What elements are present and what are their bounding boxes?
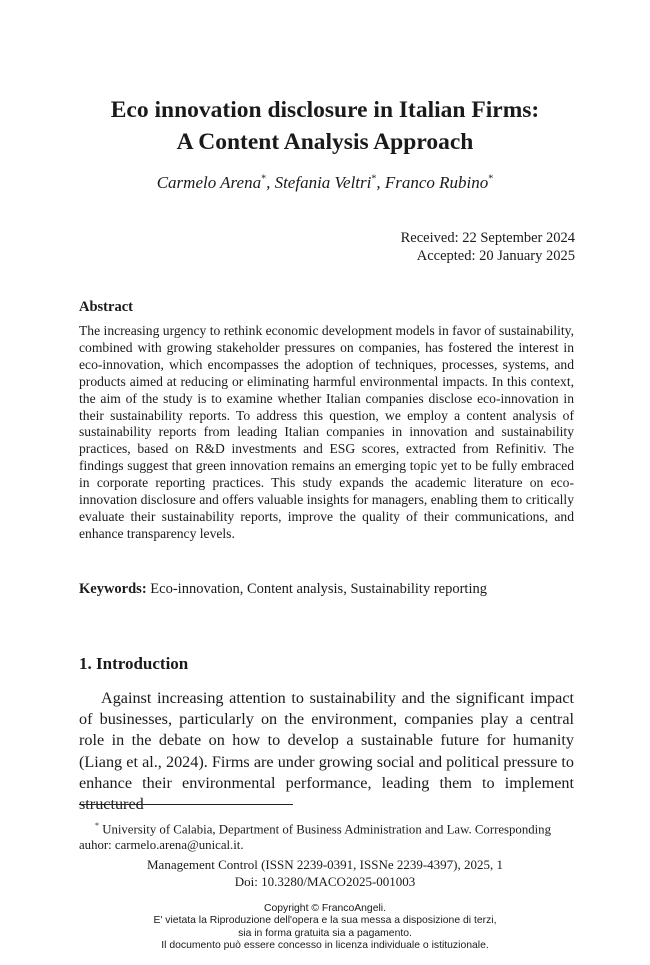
doi-line: Doi: 10.3280/MACO2025-001003 (234, 873, 416, 889)
footnote-text: University of Calabia, Department of Business Administration and Law. Corresponding auhor: carmelo.arena@unical.it. (79, 822, 551, 853)
keywords (79, 581, 487, 598)
keywords-label: Keywords: (79, 581, 147, 597)
author-name: Stefania Veltri (274, 173, 372, 192)
author-list: Carmelo Arena*, Stefania Veltri*, Franco Rubino* (156, 173, 494, 192)
title-line-1: Eco innovation disclosure in Italian Firms: (110, 97, 540, 123)
introduction-text: Against increasing attention to sustainability and the significant impact of businesses, particularly on the environment, companies play a central role in the debate on how to develop a sustainable future for humanity (Liang et al., 2024). Firms are under growing social and political pressure to enhance their environmental performance, leading them to implement structured (79, 689, 574, 814)
copyright-line: Copyright © FrancoAngeli. (263, 903, 386, 914)
received-date: Received: 22 September 2024 (400, 230, 575, 246)
author-name: Franco Rubino (384, 173, 489, 192)
footnote-mark: * (95, 821, 99, 830)
author-affiliation-mark: * (488, 173, 494, 185)
journal-info (0, 857, 650, 890)
submission-dates (401, 229, 575, 265)
copyright-line: sia in forma gratuita sia a pagamento. (238, 927, 412, 939)
title-line-2: A Content Analysis Approach (176, 129, 474, 155)
footnote-divider (79, 804, 293, 805)
journal-line: Management Control (ISSN 2239-0391, ISSNe 2239-4397), 2025, 1 (146, 857, 504, 872)
copyright-notice (0, 903, 650, 953)
abstract-text: The increasing urgency to rethink economic development models in favor of sustainability, combined with growing stakeholder pressures on companies, has fostered the interest in eco-innovation, which encompasses the adoption of techniques, processes, systems, and products aimed at reducing or eliminating harmful environmental impacts. In this context, the aim of the study is to examine whether Italian companies disclose eco-innovation in their sustainability reports. To address this question, we employ a content analysis of sustainability reports from leading Italian companies in innovation and sustainability practices, based on R&D investments and ESG scores, extracted from Refinitiv. The findings suggest that green innovation remains an emerging topic yet to be fully embraced in corporate reporting practices. This study expands the academic literature on eco-innovation disclosure and offers valuable insights for managers, enabling them to critically evaluate their sustainability reports, improve the quality of their communications, and enhance transparency levels. (79, 323, 574, 541)
keywords-text: Eco-innovation, Content analysis, Sustainability reporting (150, 581, 487, 597)
accepted-date: Accepted: 20 January 2025 (416, 248, 575, 264)
copyright-line: E' vietata la Riproduzione dell'opera e la sua messa a disposizione di terzi, (153, 915, 497, 927)
author-affiliation-mark: * (371, 173, 377, 185)
copyright-line: Il documento può essere concesso in licenza individuale o istituzionale. (161, 940, 489, 952)
author-name: Carmelo Arena (156, 173, 262, 192)
author-affiliation-mark: * (261, 173, 267, 185)
paper-title (0, 94, 650, 158)
abstract-heading: Abstract (79, 299, 133, 315)
section-heading: 1. Introduction (79, 654, 189, 673)
footnote (79, 818, 574, 853)
